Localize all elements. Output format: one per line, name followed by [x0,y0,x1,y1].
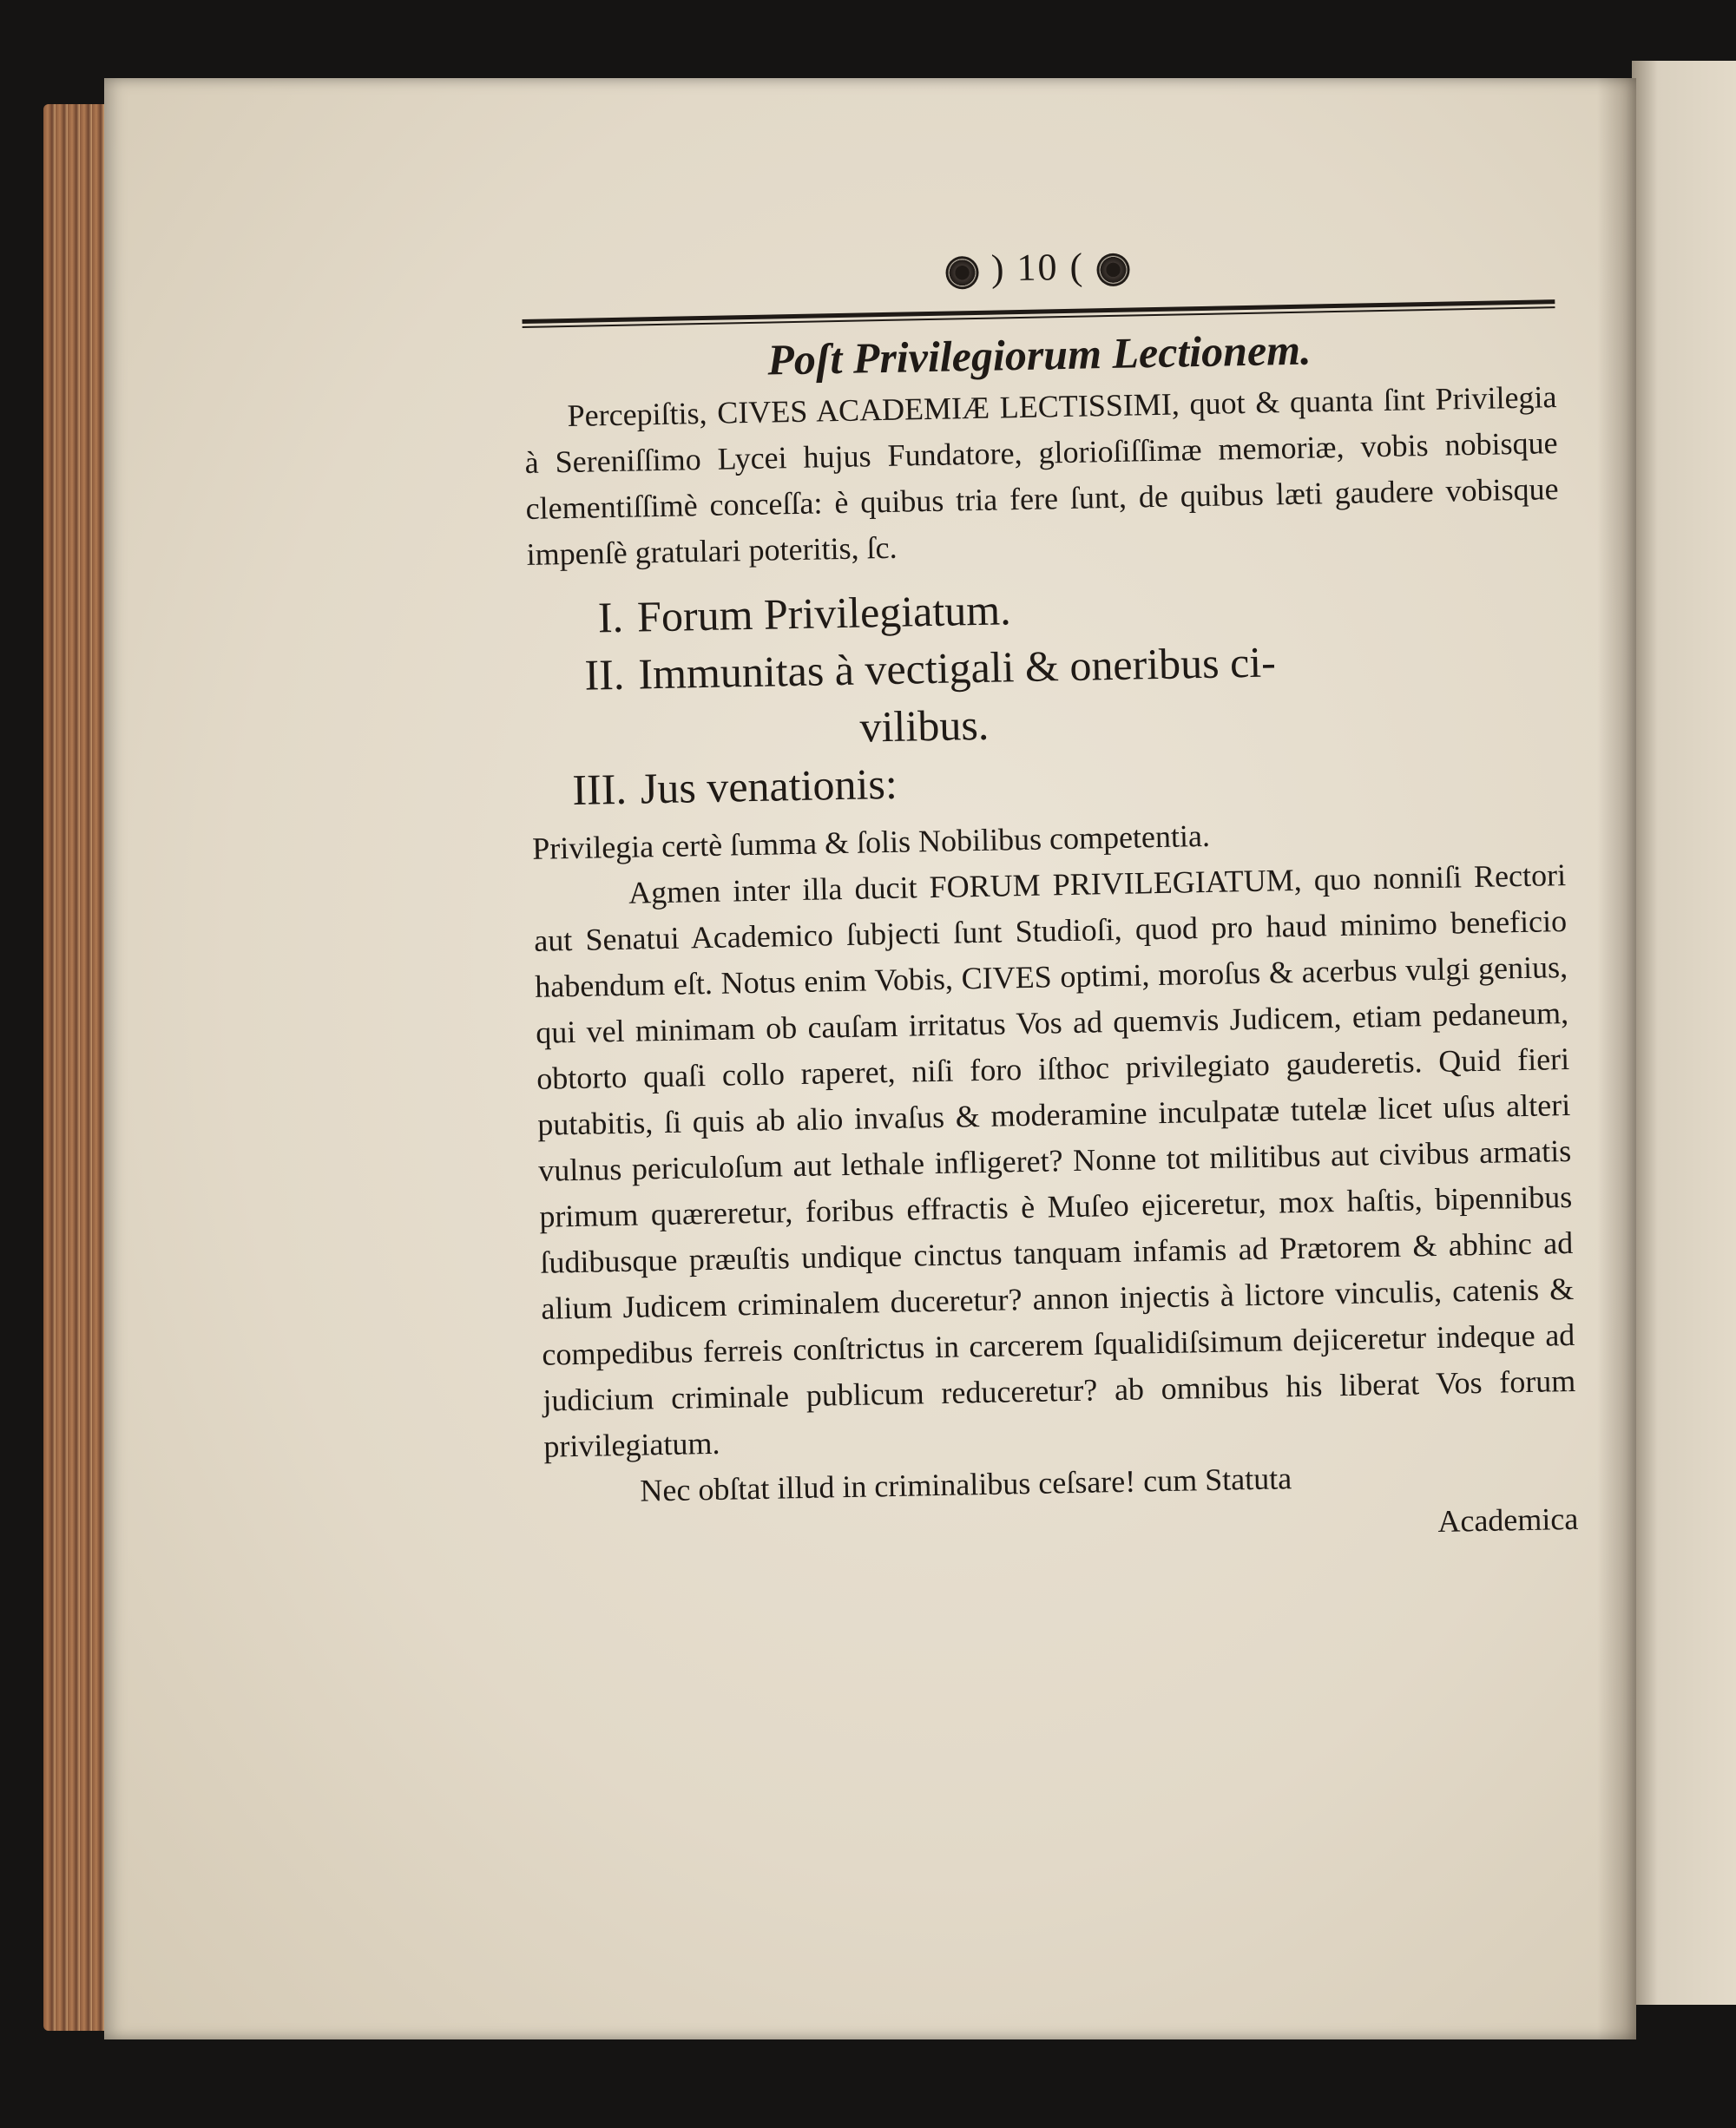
body-paragraph: Agmen inter illa ducit FORUM PRIVILEGIATUM, quo nonniſi Rectori aut Senatui Academico ſubjecti ſunt Studioſi, quod pro haud minimo beneficio habendum eſt. Notus enim Vobis, CIVES optimi, moroſus & acerbus vulgi genius, qui vel minimam ob cauſam irritatus Vos ad quemvis Judicem, etiam pedaneum, obtorto quaſi collo raperet, niſi foro iſthoc privilegiato gauderetis. Quid fieri putabitis, ſi quis ab alio invaſus & moderamine inculpatæ tutelæ licet uſus alteri vulnus periculoſum aut lethale infligeret? Nonne tot militibus aut civibus armatis primum quæreretur, foribus effractis è Muſeo ejiceretur, mox haſtis, bipennibus ſudibusque præuſtis undique cinctus tanquam infamis ad Prætorem & abhinc ad alium Judicem criminalem duceretur? annon injectis à lictore vinculis, catenis & compedibus ferreis conſtrictus in carcerem ſqualidiſsimum dejiceretur indeque ad judicium criminale publicum reduceretur? ab omnibus his liberat Vos forum privilegiatum. [533,857,1576,1464]
facing-page-edge [1632,61,1736,2005]
gutter-shadow [1597,78,1636,2039]
list-number: III. [571,764,628,814]
section-title: Poſt Privilegiorum Lectionem. [766,325,1312,384]
page-number: ) 10 ( [990,245,1085,290]
list-continuation: vilibus. [859,699,990,752]
page-text-block [521,232,1579,1562]
list-text: Immunitas à vectigali & oneribus ci- [637,637,1277,699]
list-number: I. [597,592,624,642]
ornament-icon [1096,253,1130,286]
ornament-icon [946,256,980,290]
list-text: Forum Privilegiatum. [636,585,1012,641]
list-text: Jus venationis: [640,759,898,813]
list-number: II. [584,649,625,699]
privilege-list [527,570,1564,819]
privilege-summary: Privilegia certè ſumma & ſolis Nobilibus competentia. [531,818,1211,866]
catchword: Academica [1437,1501,1579,1539]
last-line: Nec obſtat illud in criminalibus ceſsare! cum Statuta [640,1461,1292,1508]
intro-paragraph: Percepiſtis, CIVES ACADEMIÆ LECTISSIMI, quot & quanta ſint Privilegia à Sereniſſimo Lycei hujus Fundatore, glorioſiſſimæ memoriæ, vobis nobisque clementiſſimè conceſſa: è quibus tria fere ſunt, de quibus læti gaudere vobisque impenſè gratulari poteritis, ſc. [524,379,1559,572]
